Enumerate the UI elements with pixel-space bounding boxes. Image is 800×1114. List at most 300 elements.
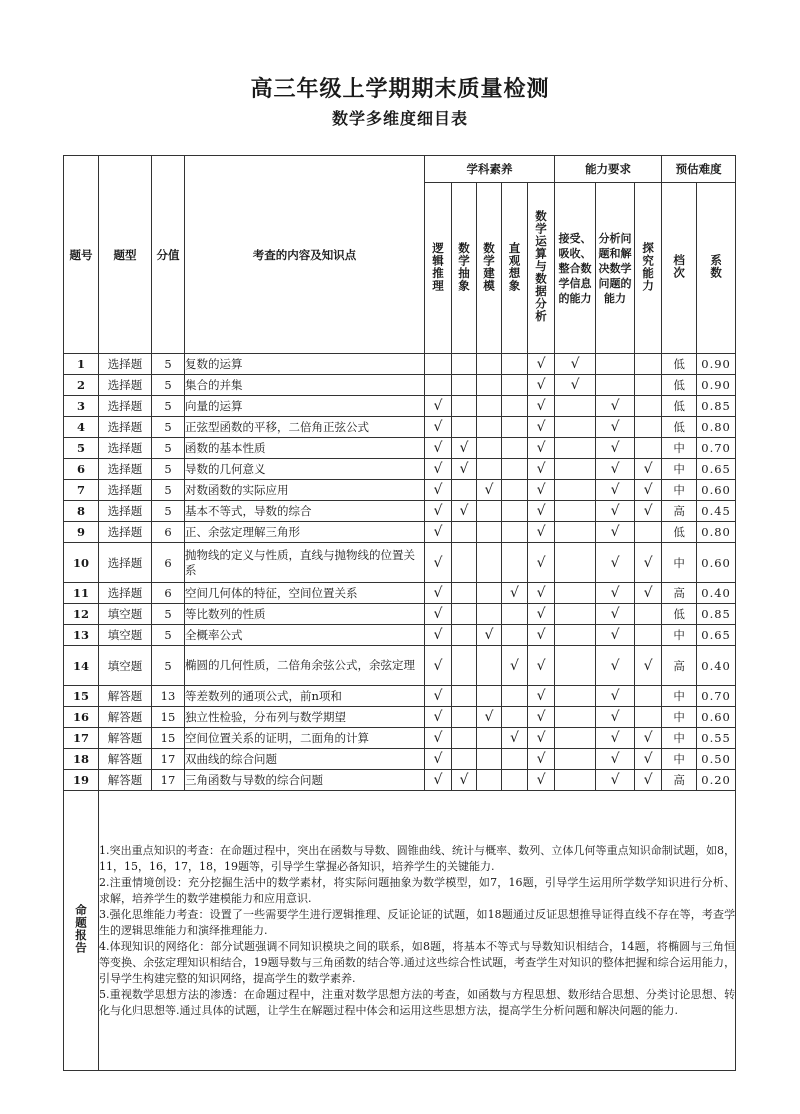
check-cell: [502, 749, 528, 770]
header-lit-abstract: 数学抽象: [457, 241, 471, 292]
check-cell: [452, 728, 477, 749]
check-mark: √: [635, 459, 662, 480]
check-cell: [502, 522, 528, 543]
check-cell: [555, 770, 596, 791]
check-mark: √: [596, 728, 635, 749]
difficulty-level: 中: [662, 543, 697, 583]
question-number: 13: [64, 625, 99, 646]
check-mark: √: [596, 625, 635, 646]
difficulty-coef: 0.60: [697, 480, 736, 501]
check-cell: [477, 459, 502, 480]
check-mark: √: [528, 417, 555, 438]
check-cell: [555, 438, 596, 459]
question-type: 填空题: [99, 604, 152, 625]
question-type: 选择题: [99, 354, 152, 375]
note-1: 1.突出重点知识的考查：在命题过程中，突出在函数与导数、圆锥曲线、统计与概率、数列、立体几何等重点知识命制试题，如8，11，15，16，17，18，19题等，引导学生掌握必备知识，培养学生的关键能力.: [99, 843, 736, 873]
check-mark: √: [596, 604, 635, 625]
question-number: 1: [64, 354, 99, 375]
check-mark: √: [528, 707, 555, 728]
check-cell: [477, 770, 502, 791]
check-cell: [502, 501, 528, 522]
table-row: [64, 543, 736, 583]
check-mark: √: [425, 417, 452, 438]
check-cell: [452, 749, 477, 770]
difficulty-level: 中: [662, 459, 697, 480]
difficulty-coef: 0.90: [697, 375, 736, 396]
check-cell: [452, 686, 477, 707]
question-number: 11: [64, 583, 99, 604]
difficulty-coef: 0.85: [697, 396, 736, 417]
check-cell: [555, 707, 596, 728]
check-mark: √: [425, 522, 452, 543]
question-score: 5: [152, 438, 185, 459]
question-content: 等差数列的通项公式，前n项和: [185, 686, 425, 707]
question-content: 复数的运算: [185, 354, 425, 375]
check-mark: √: [528, 375, 555, 396]
check-cell: [596, 375, 635, 396]
header-lit-model: 数学建模: [482, 241, 496, 292]
header-no: 题号: [64, 156, 99, 354]
check-mark: √: [425, 459, 452, 480]
question-score: 13: [152, 686, 185, 707]
question-content: 抛物线的定义与性质，直线与抛物线的位置关系: [185, 543, 425, 583]
check-cell: [555, 396, 596, 417]
table-row: [64, 417, 736, 438]
check-mark: √: [528, 770, 555, 791]
question-score: 17: [152, 749, 185, 770]
check-mark: √: [528, 749, 555, 770]
check-mark: √: [596, 707, 635, 728]
question-score: 17: [152, 770, 185, 791]
difficulty-level: 低: [662, 417, 697, 438]
question-type: 解答题: [99, 749, 152, 770]
question-number: 10: [64, 543, 99, 583]
check-mark: √: [528, 686, 555, 707]
check-mark: √: [425, 749, 452, 770]
question-type: 填空题: [99, 646, 152, 686]
check-cell: [452, 543, 477, 583]
difficulty-level: 中: [662, 686, 697, 707]
question-type: 解答题: [99, 728, 152, 749]
check-cell: [555, 522, 596, 543]
check-mark: √: [528, 480, 555, 501]
question-type: 选择题: [99, 522, 152, 543]
check-cell: [452, 396, 477, 417]
difficulty-coef: 0.65: [697, 459, 736, 480]
check-cell: [555, 543, 596, 583]
table-body: [64, 354, 736, 791]
difficulty-coef: 0.80: [697, 417, 736, 438]
check-cell: [596, 354, 635, 375]
header-lit-visual: 直观想象: [507, 241, 522, 292]
question-score: 5: [152, 646, 185, 686]
check-mark: √: [596, 543, 635, 583]
question-number: 17: [64, 728, 99, 749]
note-5: 5.重视数学思想方法的渗透：在命题过程中，注重对数学思想方法的考查，如函数与方程思想、数形结合思想、分类讨论思想、转化与化归思想等.通过具体的试题，让学生在解题过程中体会和运用这些思想方法，提高学生分析问题和解决问题的能力.: [99, 987, 736, 1017]
check-cell: [477, 396, 502, 417]
difficulty-coef: 0.90: [697, 354, 736, 375]
difficulty-coef: 0.55: [697, 728, 736, 749]
check-cell: [452, 604, 477, 625]
question-number: 6: [64, 459, 99, 480]
check-cell: [502, 770, 528, 791]
check-cell: [555, 417, 596, 438]
notes-cell: [99, 791, 736, 1071]
question-content: 椭圆的几何性质，二倍角余弦公式，余弦定理: [185, 646, 425, 686]
difficulty-level: 高: [662, 646, 697, 686]
difficulty-coef: 0.70: [697, 438, 736, 459]
header-ab-explore: 探究能力: [641, 241, 656, 292]
table-row: [64, 354, 736, 375]
check-cell: [635, 522, 662, 543]
difficulty-level: 中: [662, 749, 697, 770]
header-group-difficulty: 预估难度: [662, 156, 736, 183]
question-content: 基本不等式，导数的综合: [185, 501, 425, 522]
check-mark: √: [425, 728, 452, 749]
question-score: 5: [152, 625, 185, 646]
check-mark: √: [596, 501, 635, 522]
difficulty-level: 高: [662, 501, 697, 522]
table-row: [64, 770, 736, 791]
check-cell: [635, 375, 662, 396]
question-type: 解答题: [99, 686, 152, 707]
table-row: [64, 625, 736, 646]
note-3: 3.强化思维能力考查：设置了一些需要学生进行逻辑推理、反证论证的试题，如18题通过反证思想推导证得直线不存在等，考查学生的逻辑思维能力和演绎推理能力.: [99, 907, 736, 937]
difficulty-level: 中: [662, 707, 697, 728]
check-mark: √: [425, 583, 452, 604]
check-cell: [477, 438, 502, 459]
check-cell: [477, 501, 502, 522]
question-score: 15: [152, 707, 185, 728]
note-4: 4.体现知识的网络化：部分试题强调不同知识模块之间的联系，如8题，将基本不等式与导数知识相结合，14题，将椭圆与三角恒等变换、余弦定理知识相结合，19题导数与三角函数的结合等.通过这些综合性试题，考查学生对知识的整体把握和综合运用能力，引导学生构建完整的知识网络，提高学生的数学素养.: [99, 939, 736, 985]
difficulty-level: 高: [662, 770, 697, 791]
check-mark: √: [477, 625, 502, 646]
check-mark: √: [528, 583, 555, 604]
question-type: 解答题: [99, 770, 152, 791]
header-type: 题型: [99, 156, 152, 354]
table-row: [64, 646, 736, 686]
check-cell: [502, 543, 528, 583]
difficulty-level: 中: [662, 625, 697, 646]
check-cell: [477, 646, 502, 686]
check-mark: √: [635, 583, 662, 604]
question-content: 集合的并集: [185, 375, 425, 396]
check-cell: [555, 728, 596, 749]
check-mark: √: [635, 501, 662, 522]
check-mark: √: [596, 459, 635, 480]
check-mark: √: [425, 501, 452, 522]
table-row: [64, 396, 736, 417]
check-mark: √: [425, 707, 452, 728]
check-cell: [635, 438, 662, 459]
question-score: 5: [152, 604, 185, 625]
check-cell: [635, 625, 662, 646]
question-content: 函数的基本性质: [185, 438, 425, 459]
header-ab-info: 接受、吸收、整合数学信息的能力: [555, 183, 596, 354]
difficulty-level: 中: [662, 480, 697, 501]
check-cell: [555, 459, 596, 480]
check-cell: [502, 375, 528, 396]
check-cell: [502, 438, 528, 459]
question-number: 19: [64, 770, 99, 791]
table-row: [64, 583, 736, 604]
check-cell: [635, 604, 662, 625]
check-cell: [555, 501, 596, 522]
question-score: 6: [152, 522, 185, 543]
check-cell: [555, 583, 596, 604]
question-type: 选择题: [99, 396, 152, 417]
question-score: 5: [152, 459, 185, 480]
question-number: 2: [64, 375, 99, 396]
check-cell: [502, 686, 528, 707]
question-number: 5: [64, 438, 99, 459]
question-content: 三角函数与导数的综合问题: [185, 770, 425, 791]
question-type: 选择题: [99, 501, 152, 522]
question-type: 选择题: [99, 543, 152, 583]
check-cell: [502, 625, 528, 646]
difficulty-coef: 0.65: [697, 625, 736, 646]
check-mark: √: [477, 707, 502, 728]
table-row: [64, 438, 736, 459]
header-diff-level: 档次: [672, 254, 687, 279]
check-mark: √: [528, 646, 555, 686]
check-cell: [452, 480, 477, 501]
check-mark: √: [425, 396, 452, 417]
question-score: 5: [152, 375, 185, 396]
check-mark: √: [477, 480, 502, 501]
difficulty-coef: 0.50: [697, 749, 736, 770]
difficulty-coef: 0.20: [697, 770, 736, 791]
question-type: 选择题: [99, 459, 152, 480]
question-number: 8: [64, 501, 99, 522]
page-subtitle: 数学多维度细目表: [331, 109, 468, 128]
question-content: 全概率公式: [185, 625, 425, 646]
question-number: 7: [64, 480, 99, 501]
check-mark: √: [425, 480, 452, 501]
question-content: 向量的运算: [185, 396, 425, 417]
check-cell: [477, 543, 502, 583]
check-cell: [452, 522, 477, 543]
check-cell: [477, 686, 502, 707]
difficulty-level: 低: [662, 522, 697, 543]
check-cell: [452, 707, 477, 728]
question-content: 等比数列的性质: [185, 604, 425, 625]
question-content: 导数的几何意义: [185, 459, 425, 480]
check-cell: [452, 375, 477, 396]
check-cell: [502, 417, 528, 438]
header-lit-calc: 数学运算与数据分析: [534, 210, 549, 323]
question-score: 15: [152, 728, 185, 749]
check-cell: [425, 375, 452, 396]
check-mark: √: [425, 543, 452, 583]
check-mark: √: [425, 604, 452, 625]
check-cell: [555, 480, 596, 501]
check-mark: √: [425, 438, 452, 459]
check-mark: √: [635, 543, 662, 583]
check-cell: [555, 604, 596, 625]
check-cell: [452, 625, 477, 646]
notes-label-cell: [64, 791, 99, 1071]
check-mark: √: [635, 480, 662, 501]
question-number: 14: [64, 646, 99, 686]
check-mark: √: [596, 583, 635, 604]
check-cell: [555, 646, 596, 686]
check-cell: [502, 459, 528, 480]
check-mark: √: [528, 459, 555, 480]
check-cell: [477, 522, 502, 543]
check-mark: √: [596, 396, 635, 417]
difficulty-level: 低: [662, 375, 697, 396]
check-cell: [452, 417, 477, 438]
question-number: 12: [64, 604, 99, 625]
check-mark: √: [596, 749, 635, 770]
check-cell: [477, 354, 502, 375]
check-cell: [477, 583, 502, 604]
check-mark: √: [452, 438, 477, 459]
check-mark: √: [528, 543, 555, 583]
header-lit-logic: 逻辑推理: [431, 241, 445, 292]
question-score: 5: [152, 480, 185, 501]
check-mark: √: [528, 501, 555, 522]
table-row: [64, 686, 736, 707]
check-cell: [477, 728, 502, 749]
table-row: [64, 501, 736, 522]
question-score: 5: [152, 417, 185, 438]
difficulty-coef: 0.60: [697, 707, 736, 728]
table-row: [64, 749, 736, 770]
check-cell: [452, 354, 477, 375]
check-cell: [635, 707, 662, 728]
question-content: 空间位置关系的证明，二面角的计算: [185, 728, 425, 749]
question-type: 选择题: [99, 438, 152, 459]
header-diff-coef: 系数: [709, 254, 724, 279]
check-cell: [635, 417, 662, 438]
check-mark: √: [452, 501, 477, 522]
question-number: 3: [64, 396, 99, 417]
check-cell: [502, 604, 528, 625]
difficulty-coef: 0.40: [697, 583, 736, 604]
check-cell: [502, 707, 528, 728]
difficulty-coef: 0.40: [697, 646, 736, 686]
question-content: 独立性检验，分布列与数学期望: [185, 707, 425, 728]
check-mark: √: [596, 417, 635, 438]
check-cell: [477, 749, 502, 770]
check-mark: √: [425, 770, 452, 791]
difficulty-coef: 0.60: [697, 543, 736, 583]
difficulty-coef: 0.85: [697, 604, 736, 625]
difficulty-coef: 0.70: [697, 686, 736, 707]
difficulty-level: 高: [662, 583, 697, 604]
check-mark: √: [528, 522, 555, 543]
check-cell: [452, 646, 477, 686]
question-content: 双曲线的综合问题: [185, 749, 425, 770]
check-mark: √: [425, 686, 452, 707]
check-cell: [635, 396, 662, 417]
check-mark: √: [528, 438, 555, 459]
check-mark: √: [528, 396, 555, 417]
header-group-ability: 能力要求: [555, 156, 662, 183]
question-type: 选择题: [99, 375, 152, 396]
check-cell: [502, 354, 528, 375]
check-mark: √: [452, 770, 477, 791]
check-cell: [555, 686, 596, 707]
check-mark: √: [635, 646, 662, 686]
header-score: 分值: [152, 156, 185, 354]
difficulty-level: 低: [662, 354, 697, 375]
question-type: 解答题: [99, 707, 152, 728]
check-cell: [425, 354, 452, 375]
check-cell: [635, 686, 662, 707]
check-mark: √: [425, 625, 452, 646]
check-mark: √: [502, 583, 528, 604]
question-content: 空间几何体的特征，空间位置关系: [185, 583, 425, 604]
check-mark: √: [635, 749, 662, 770]
difficulty-coef: 0.45: [697, 501, 736, 522]
check-cell: [477, 375, 502, 396]
difficulty-level: 中: [662, 728, 697, 749]
question-type: 填空题: [99, 625, 152, 646]
check-mark: √: [528, 604, 555, 625]
question-type: 选择题: [99, 583, 152, 604]
check-cell: [477, 604, 502, 625]
check-cell: [635, 354, 662, 375]
note-2: 2.注重情境创设：充分挖掘生活中的数学素材，将实际问题抽象为数学模型，如7，16题，引导学生运用所学数学知识进行分析、求解，培养学生的数学建模能力和应用意识.: [99, 875, 736, 905]
check-mark: √: [635, 728, 662, 749]
check-cell: [452, 583, 477, 604]
question-number: 9: [64, 522, 99, 543]
question-content: 正弦型函数的平移，二倍角正弦公式: [185, 417, 425, 438]
question-score: 6: [152, 543, 185, 583]
header-group-literacy: 学科素养: [425, 156, 555, 183]
check-mark: √: [528, 728, 555, 749]
question-score: 5: [152, 354, 185, 375]
check-mark: √: [596, 480, 635, 501]
question-number: 15: [64, 686, 99, 707]
question-score: 5: [152, 396, 185, 417]
check-mark: √: [502, 728, 528, 749]
check-cell: [502, 480, 528, 501]
table-row: [64, 604, 736, 625]
table-row: [64, 728, 736, 749]
check-mark: √: [528, 354, 555, 375]
page-title: 高三年级上学期期末质量检测: [250, 76, 550, 102]
check-cell: [502, 396, 528, 417]
check-mark: √: [502, 646, 528, 686]
check-mark: √: [452, 459, 477, 480]
question-number: 16: [64, 707, 99, 728]
spec-table: [63, 155, 736, 1071]
header-ab-solve: 分析问题和解决数学问题的能力: [596, 183, 635, 354]
table-row: [64, 522, 736, 543]
check-cell: [477, 417, 502, 438]
check-mark: √: [596, 438, 635, 459]
check-mark: √: [555, 375, 596, 396]
question-score: 6: [152, 583, 185, 604]
check-mark: √: [555, 354, 596, 375]
check-mark: √: [528, 625, 555, 646]
header-content: 考查的内容及知识点: [185, 156, 425, 354]
check-mark: √: [425, 646, 452, 686]
difficulty-level: 低: [662, 604, 697, 625]
question-type: 选择题: [99, 417, 152, 438]
table-row: [64, 480, 736, 501]
question-content: 正、余弦定理解三角形: [185, 522, 425, 543]
difficulty-level: 低: [662, 396, 697, 417]
check-cell: [555, 749, 596, 770]
question-type: 选择题: [99, 480, 152, 501]
table-row: [64, 375, 736, 396]
question-number: 18: [64, 749, 99, 770]
